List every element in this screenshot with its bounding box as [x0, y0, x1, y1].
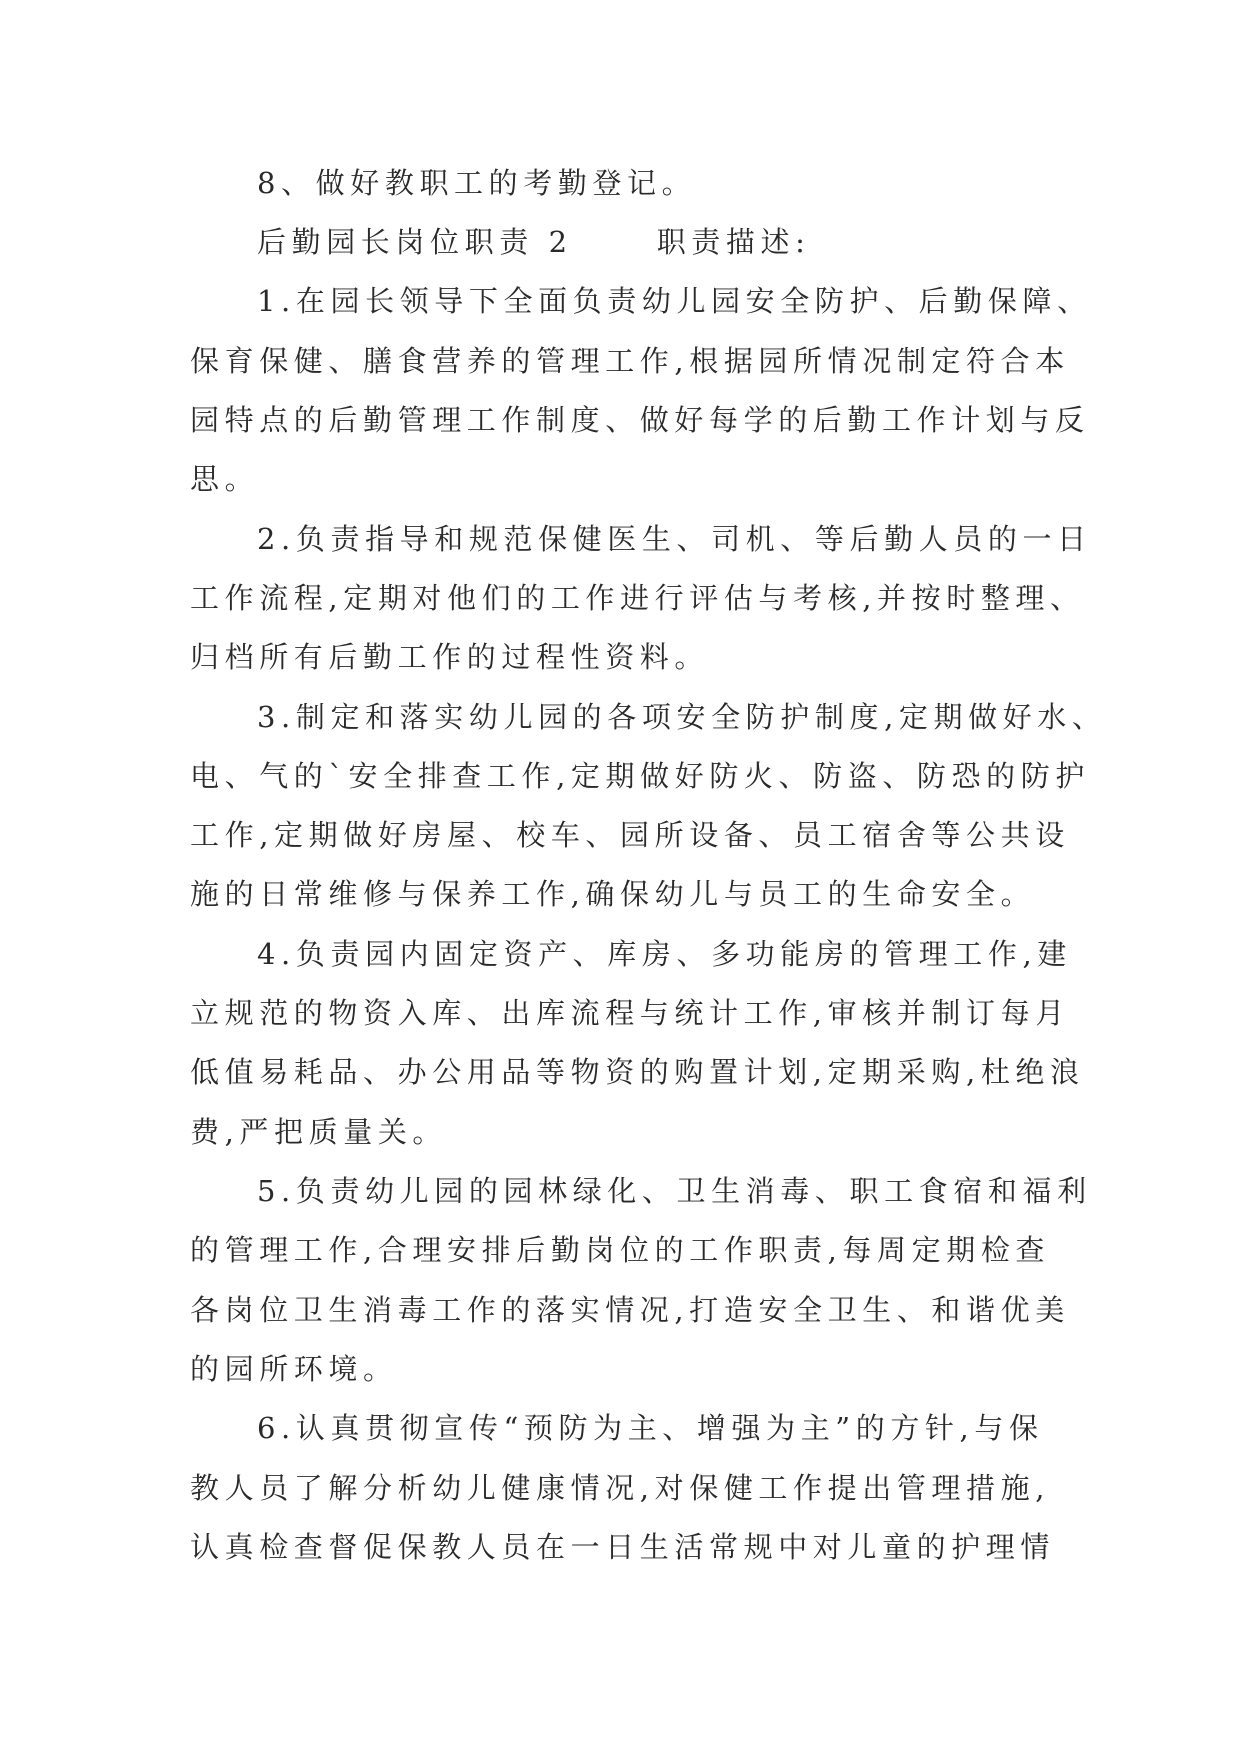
- text-line: 4.负责园内固定资产、库房、多功能房的管理工作,建: [257, 937, 1072, 971]
- text-line: 的管理工作,合理安排后勤岗位的工作职责,每周定期检查: [190, 1233, 1051, 1267]
- text-line: 各岗位卫生消毒工作的落实情况,打造安全卫生、和谐优美: [190, 1293, 1070, 1327]
- text-line: 电、气的`安全排查工作,定期做好防火、防盗、防恐的防护: [190, 759, 1090, 793]
- text-line: 6.认真贯彻宣传“预防为主、增强为主”的方针,与保: [257, 1411, 1044, 1445]
- text-line: 思。: [190, 462, 260, 496]
- text-line: 费,严把质量关。: [190, 1115, 448, 1149]
- text-line: 立规范的物资入库、出库流程与统计工作,审核并制订每月: [190, 996, 1070, 1030]
- text-line: 8、做好教职工的考勤登记。: [257, 166, 697, 200]
- text-line: 低值易耗品、办公用品等物资的购置计划,定期采购,杜绝浪: [190, 1055, 1085, 1089]
- text-line: 认真检查督促保教人员在一日生活常规中对儿童的护理情: [190, 1530, 1056, 1564]
- text-line: 园特点的后勤管理工作制度、做好每学的后勤工作计划与反: [190, 403, 1090, 437]
- text-line: 的园所环境。: [190, 1352, 398, 1386]
- text-line: 3.制定和落实幼儿园的各项安全防护制度,定期做好水、: [257, 700, 1107, 734]
- text-line: 1.在园长领导下全面负责幼儿园安全防护、后勤保障、: [257, 284, 1092, 318]
- text-line: 5.负责幼儿园的园林绿化、卫生消毒、职工食宿和福利: [257, 1174, 1092, 1208]
- text-line: 教人员了解分析幼儿健康情况,对保健工作提出管理措施,: [190, 1471, 1051, 1505]
- text-line: 归档所有后勤工作的过程性资料。: [190, 640, 710, 674]
- text-line: 2.负责指导和规范保健医生、司机、等后勤人员的一日: [257, 522, 1092, 556]
- text-line: 施的日常维修与保养工作,确保幼儿与员工的生命安全。: [190, 877, 1036, 911]
- text-line: 后勤园长岗位职责 2 职责描述:: [257, 225, 811, 259]
- text-line: 工作流程,定期对他们的工作进行评估与考核,并按时整理、: [190, 581, 1085, 615]
- text-line: 保育保健、膳食营养的管理工作,根据园所情况制定符合本: [190, 344, 1070, 378]
- text-line: 工作,定期做好房屋、校车、园所设备、员工宿舍等公共设: [190, 818, 1070, 852]
